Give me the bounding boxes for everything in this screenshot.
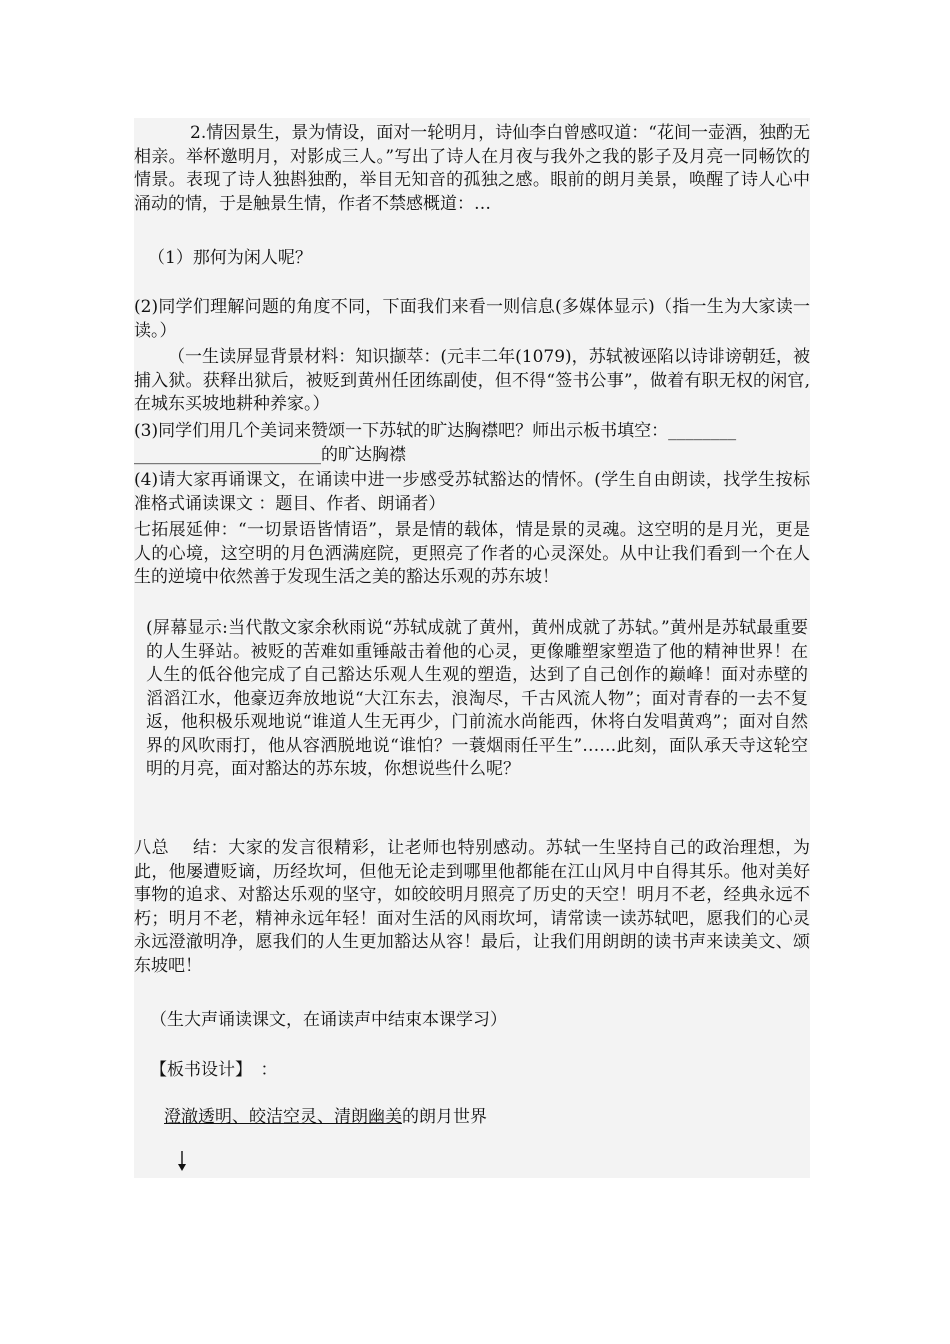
down-arrow-icon	[175, 1150, 189, 1172]
blackboard-underlined-keywords: 澄澈透明、皎洁空灵、清朗幽美	[164, 1107, 402, 1127]
fill-blank-2: ______________________	[134, 444, 321, 465]
paragraph-extension: 七拓展延伸：“一切景语皆情语”，景是情的载体，情是景的灵魂。这空明的是月光，更是人的心境，这空明的月色洒满庭院，更照亮了作者的心灵深处。从中让我们看到一个在人生的逆境中依然善于发现生活之美的豁达乐观的苏东坡！	[134, 520, 810, 587]
paragraph-question-4: (4)请大家再诵课文，在诵读中进一步感受苏轼豁达的情怀。(学生自由朗读，找学生按标准格式诵读课文 ：题目、作者、朗诵者）	[134, 470, 810, 514]
paragraph-closing-note: （生大声诵读课文，在诵读声中结束本课学习）	[150, 1010, 507, 1030]
paragraph-question-3	[134, 420, 810, 467]
question-3-tail: 的旷达胸襟	[321, 444, 406, 465]
paragraph-background-material: （一生读屏显背景材料：知识撷萃：(元丰二年(1079)，苏轼被诬陷以诗诽谤朝廷，被捕入狱。获释出狱后，被贬到黄州任团练副使，但不得“签书公事”，做着有职无权的闲官,在城东买坡地耕种养家。）	[134, 347, 810, 414]
paragraph-question-2: (2)同学们理解问题的角度不同，下面我们来看一则信息(多媒体显示)（指一生为大家读一读。）	[134, 297, 810, 341]
question-3-text: (3)同学们用几个美词来赞颂一下苏轼的旷达胸襟吧？师出示板书填空：	[134, 421, 669, 441]
blackboard-line-1-tail: 的朗月世界	[402, 1107, 487, 1127]
paragraph-question-1: （1）那何为闲人呢？	[148, 248, 312, 268]
blackboard-line-1	[164, 1106, 808, 1130]
paragraph-summary: 八总 结：大家的发言很精彩，让老师也特别感动。苏轼一生坚持自己的政治理想，为此，他屡遭贬谪，历经坎坷，但他无论走到哪里他都能在江山风月中自得其乐。他对美好事物的追求、对豁达乐观的坚守，如皎皎明月照亮了历史的天空！明月不老，经典永远不朽；明月不老，精神永远年轻！面对生活的风雨坎坷，请常读一读苏轼吧，愿我们的心灵永远澄澈明净，愿我们的人生更加豁达从容！最后，让我们用朗朗的读书声来读美文、颂东坡吧！	[134, 838, 810, 976]
fill-blank-1: ________	[668, 421, 737, 441]
paragraph-screen-display: (屏幕显示:当代散文家余秋雨说“苏轼成就了黄州，黄州成就了苏轼。”黄州是苏轼最重要的人生驿站。被贬的苦难如重锤敲击着他的心灵，更像雕塑家塑造了他的精神世界！在人生的低谷他完成了自己豁达乐观人生观的塑造，达到了自己创作的巅峰！面对赤壁的滔滔江水，他豪迈奔放地说“大江东去，浪淘尽，千古风流人物”；面对青春的一去不复返，他积极乐观地说“谁道人生无再少，门前流水尚能西，休将白发唱黄鸡”；面对自然界的风吹雨打，他从容洒脱地说“谁怕？一蓑烟雨任平生”……此刻，面队承天寺这轮空明的月亮，面对豁达的苏东坡，你想说些什么呢？	[146, 618, 808, 779]
blackboard-design-title: 【板书设计】 ：	[150, 1060, 278, 1080]
paragraph-moon-poem: 2.情因景生，景为情设，面对一轮明月，诗仙李白曾感叹道：“花间一壶酒，独酌无相亲。举杯邀明月，对影成三人。”写出了诗人在月夜与我外之我的影子及月亮一同畅饮的情景。表现了诗人独斟独酌，举目无知音的孤独之感。眼前的朗月美景，唤醒了诗人心中涌动的情，于是触景生情，作者不禁感概道：…	[134, 123, 810, 214]
